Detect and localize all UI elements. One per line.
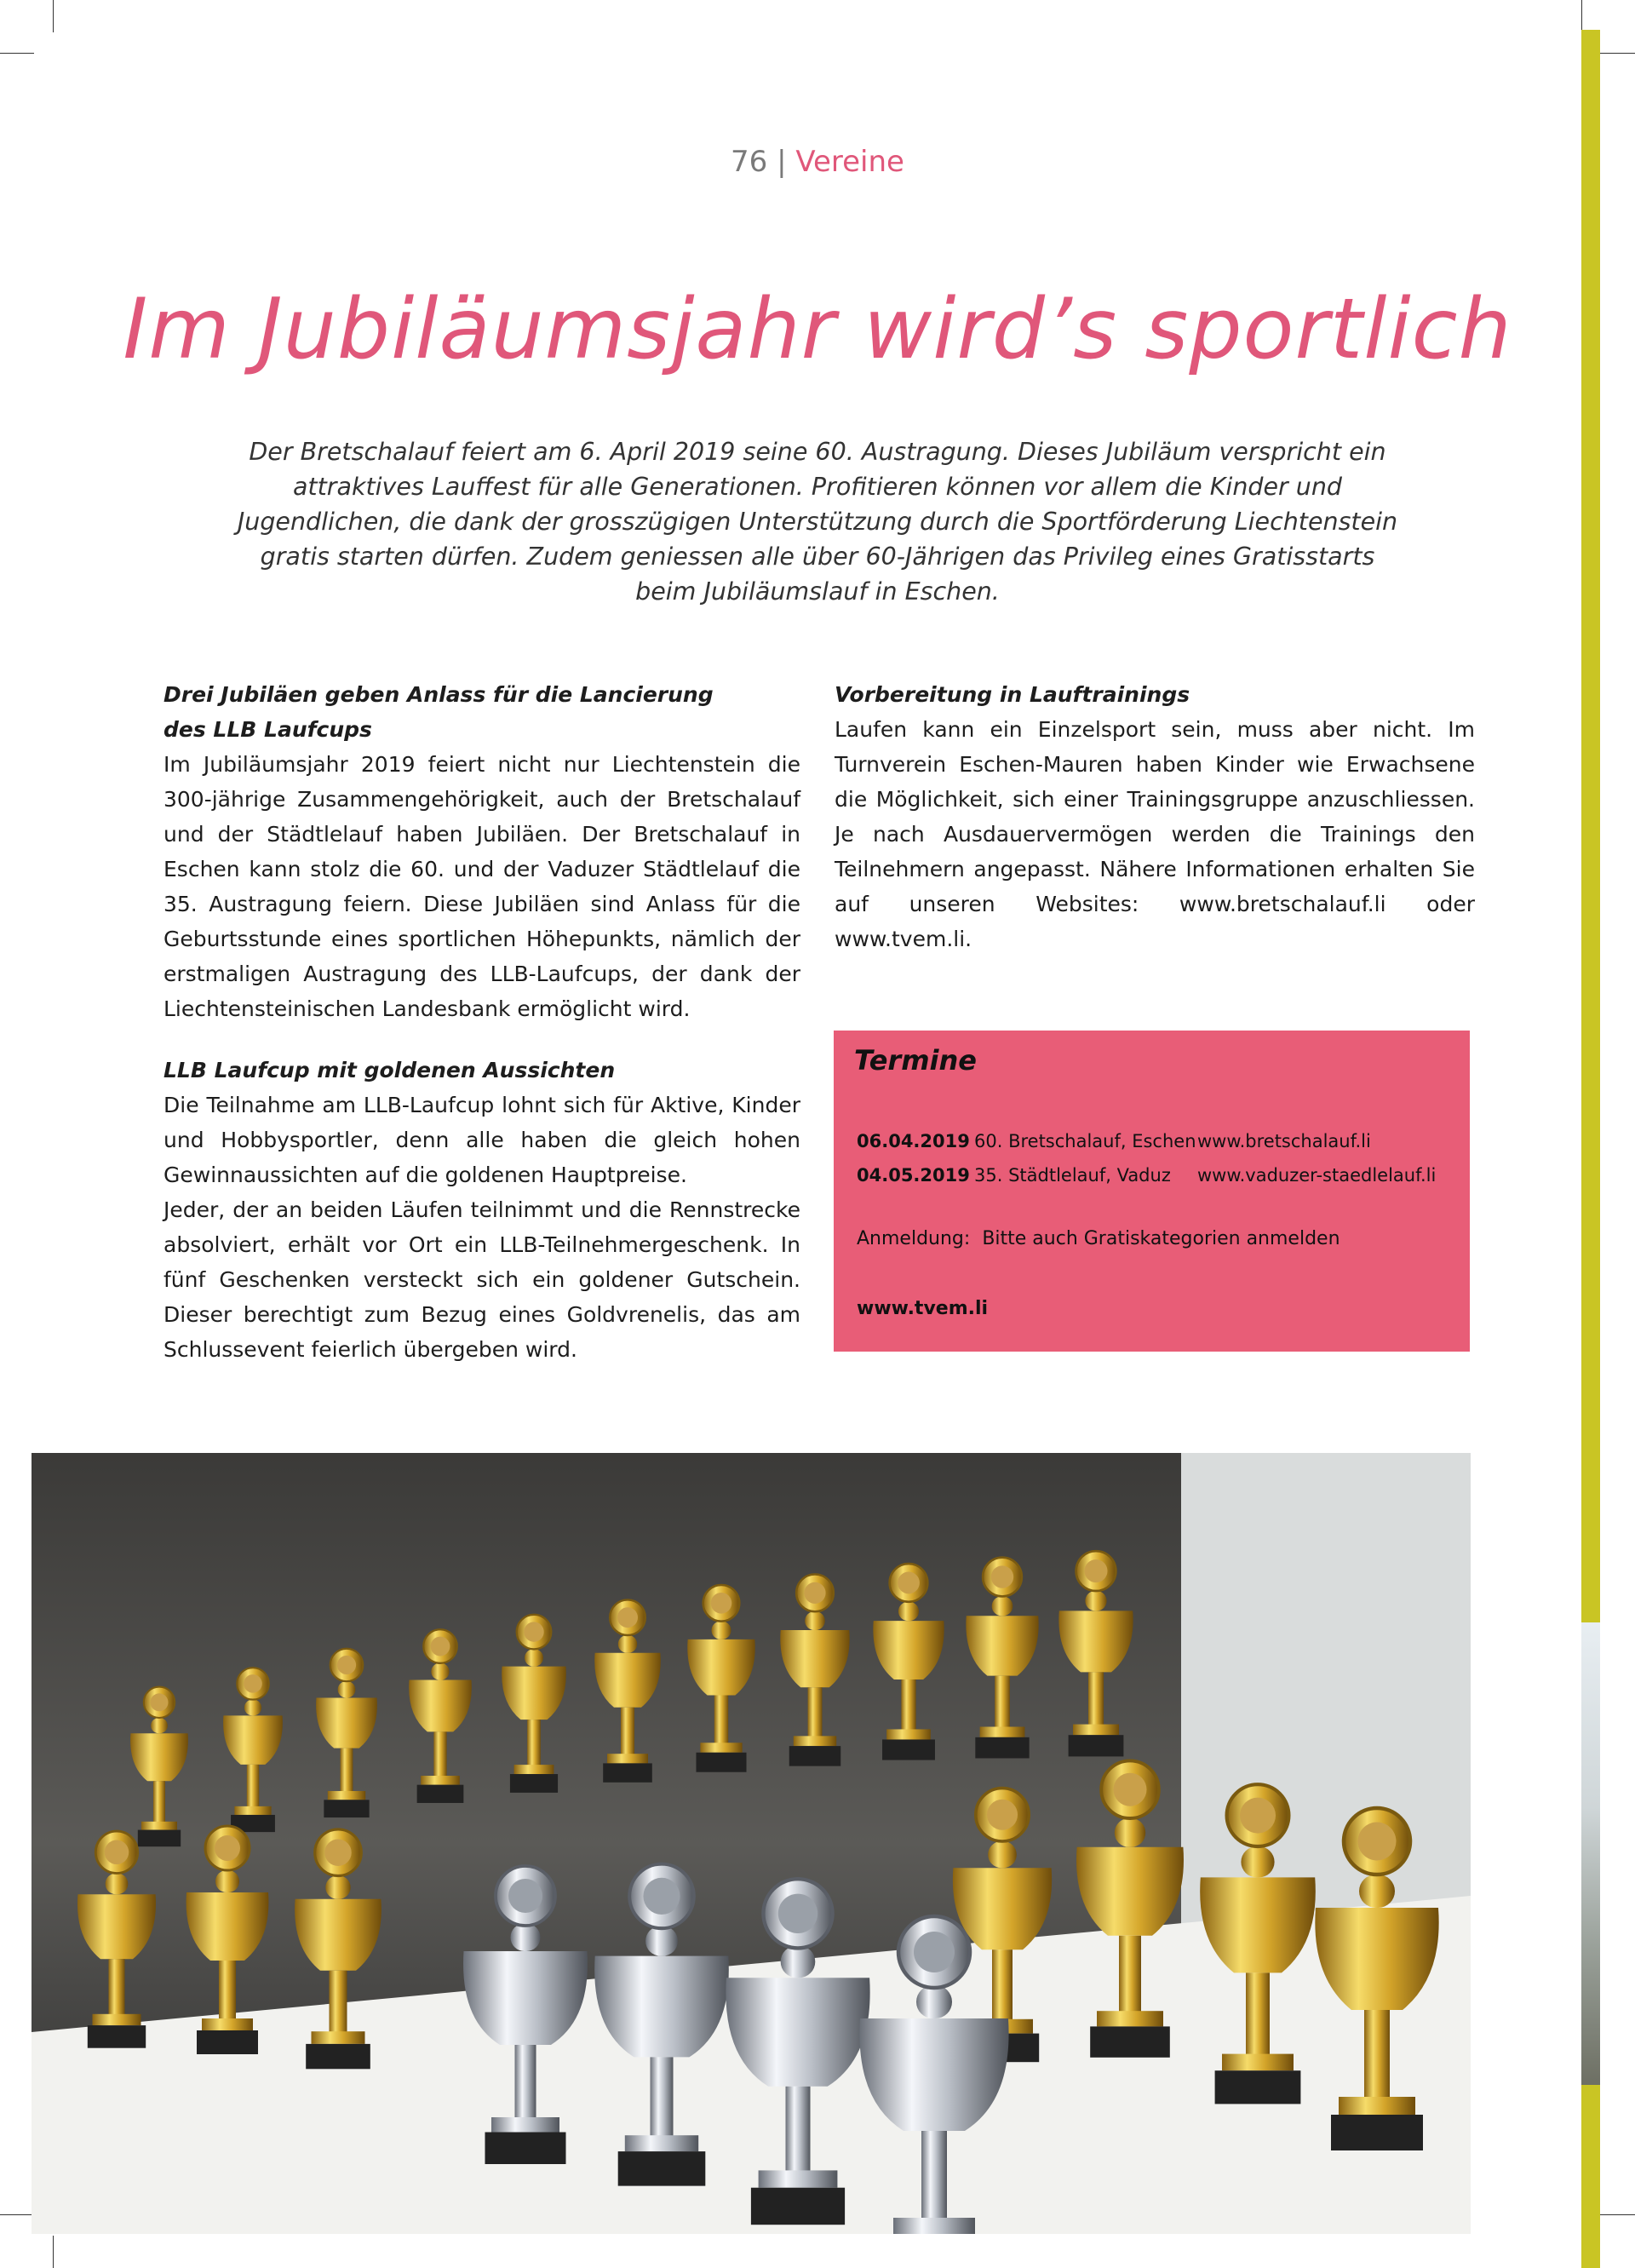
event-date: 04.05.2019 (857, 1165, 970, 1186)
header-separator: | (777, 145, 787, 179)
trophies-illustration (32, 1453, 1471, 2234)
section-heading: Vorbereitung in Lauftrainings (835, 682, 1190, 707)
event-link[interactable]: www.bretschalauf.li (1197, 1131, 1371, 1151)
crop-mark (0, 2214, 34, 2215)
article-title: Im Jubiläumsjahr wird’s sportlich (123, 281, 1512, 378)
anmeldung-label: Anmeldung: (857, 1228, 971, 1249)
section-vorbereitung (835, 677, 1475, 956)
event-name: 35. Städtlelauf, Vaduz (974, 1165, 1171, 1186)
section-aussichten (164, 1053, 800, 1367)
section-body: Die Teilnahme am LLB-Laufcup lohnt sich für Aktive, Kinder und Hobbysportler, denn alle haben die gleich hohen Gewinnaussichten auf die goldenen Hauptpreise. (164, 1093, 800, 1187)
section-body: Laufen kann ein Einzelsport sein, muss aber nicht. Im Turnverein Eschen-Mauren haben Kinder wie Erwachsene die Möglichkeit, sich einer Trainingsgruppe anzuschliessen. Je nach Ausdauervermögen werden die Trainings den Teilnehmern angepasst. Nähere Informationen erhalten Sie auf unseren Websites: www.bretschalauf.li oder www.tvem.li. (835, 717, 1475, 951)
crop-mark (53, 2236, 54, 2268)
side-accent-bar (1581, 30, 1600, 1622)
crop-mark (1581, 0, 1582, 32)
termine-box (834, 1031, 1470, 1352)
section-heading: LLB Laufcup mit goldenen Aussichten (164, 1058, 616, 1082)
website-link[interactable]: www.tvem.li (857, 1298, 989, 1319)
anmeldung-line (857, 1228, 1340, 1249)
event-link[interactable]: www.vaduzer-staedlelauf.li (1197, 1165, 1437, 1186)
event-name: 60. Bretschalauf, Eschen (974, 1131, 1196, 1151)
section-jubilaeen (164, 677, 800, 1026)
crop-mark (0, 53, 34, 54)
anmeldung-text: Bitte auch Gratiskategorien anmelden (982, 1228, 1340, 1249)
section-body: Jeder, der an beiden Läufen teilnimmt und die Rennstrecke absolviert, erhält vor Ort ein LLB-Teilnehmergeschenk. In fünf Geschenken versteckt sich ein goldener Gutschein. Dieser berechtigt zum Bezug eines Goldvrenelis, das am Schlussevent feierlich übergeben wird. (164, 1197, 800, 1362)
termine-heading: Termine (854, 1044, 977, 1077)
crop-mark (1599, 2214, 1635, 2215)
page-number: 76 (731, 145, 768, 179)
side-photo-strip (1581, 1622, 1600, 2085)
trophies-photo (32, 1453, 1471, 2234)
page-header (0, 145, 1635, 179)
section-heading: Drei Jubiläen geben Anlass für die Lancierung des LLB Laufcups (164, 682, 714, 742)
event-date: 06.04.2019 (857, 1131, 970, 1151)
section-name: Vereine (795, 145, 904, 179)
crop-mark (1599, 53, 1635, 54)
section-body: Im Jubiläumsjahr 2019 feiert nicht nur Liechtenstein die 300-jährige Zusammengehörigkeit, auch der Bretschalauf und der Städtlelauf haben Jubiläen. Der Bretschalauf in Eschen kann stolz die 60. und der Vaduzer Städtlelauf die 35. Austragung feiern. Diese Jubiläen sind Anlass für die Geburtsstunde eines sportlichen Höhepunkts, nämlich der erstmaligen Austragung des LLB-Laufcups, der dank der Liechtensteinischen Landesbank ermöglicht wird. (164, 752, 800, 1021)
crop-mark (53, 0, 54, 32)
article-lead: Der Bretschalauf feiert am 6. April 2019 seine 60. Austragung. Dieses Jubiläum verspricht ein attraktives Lauffest für alle Generationen. Profitieren können vor allem die Kinder und Jugendlichen, die dank der grosszügigen Unterstützung durch die Sportförderung Liechtenstein gratis starten dürfen. Zudem geniessen alle über 60-Jährigen das Privileg eines Gratisstarts beim Jubiläumslauf in Eschen. (237, 438, 1398, 606)
side-accent-bar-bottom (1581, 2085, 1600, 2268)
